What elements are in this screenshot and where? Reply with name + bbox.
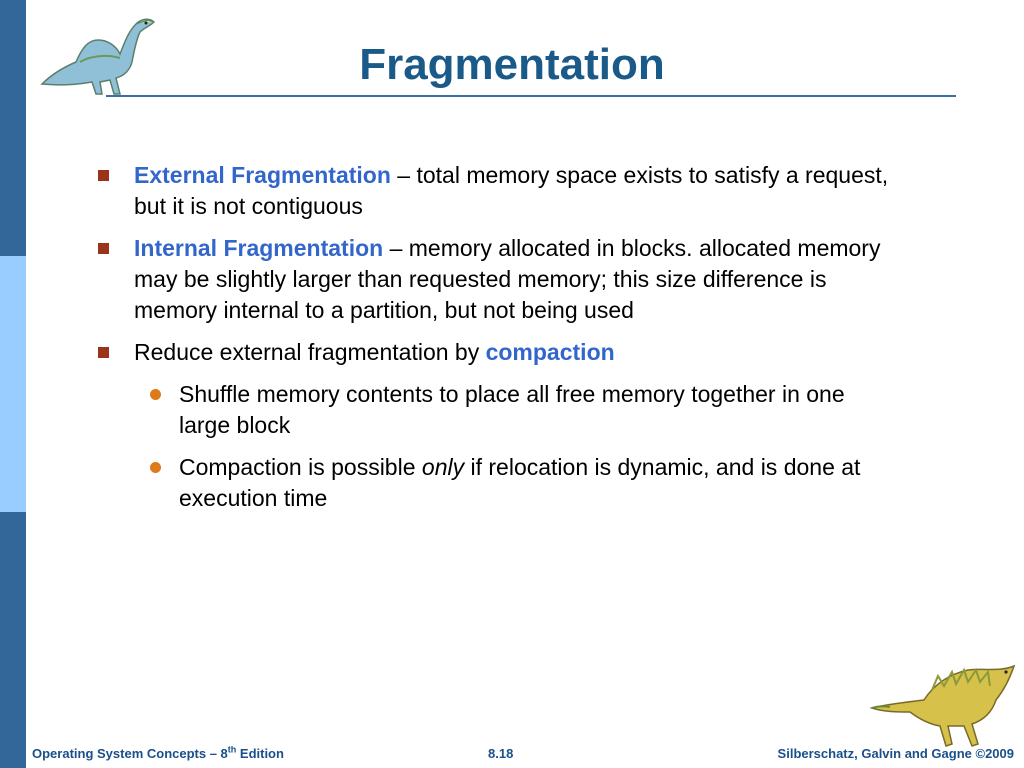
footer-page-number: 8.18 — [488, 746, 514, 761]
bullet-internal-fragmentation — [96, 233, 896, 326]
slide-title: Fragmentation — [359, 40, 665, 89]
side-band-bottom — [0, 512, 26, 768]
square-bullet-icon — [98, 170, 109, 181]
bullet-text: – memory allocated in blocks. allocated memory may be slightly larger than requested memory; this size difference is memory internal to a partition, but not being used — [134, 235, 881, 323]
footer-book-title — [32, 745, 284, 763]
bullet-text: – total memory space exists to satisfy a request, but it is not contiguous — [134, 162, 889, 219]
square-bullet-icon — [98, 243, 109, 254]
sub-bullet-text: Shuffle memory contents to place all free memory together in one large block — [179, 381, 845, 438]
bullet-external-fragmentation — [96, 160, 896, 222]
footer-book-title-sup: th — [227, 744, 237, 755]
term-internal-fragmentation: Internal Fragmentation — [134, 235, 384, 261]
sub-bullet-text-post: if relocation is dynamic, and is done at execution time — [179, 454, 861, 511]
slide-content — [96, 160, 896, 525]
title-underline — [106, 95, 956, 97]
sub-bullet-compaction-possible — [96, 452, 896, 514]
square-bullet-icon — [98, 347, 109, 358]
footer-copyright: Silberschatz, Galvin and Gagne ©2009 — [777, 746, 1014, 761]
bullet-text: Reduce external fragmentation by — [134, 339, 486, 365]
round-bullet-icon — [150, 462, 161, 473]
dinosaur-icon — [868, 660, 1018, 750]
bullet-reduce-fragmentation — [96, 337, 896, 368]
term-external-fragmentation: External Fragmentation — [134, 162, 391, 188]
term-compaction: compaction — [485, 339, 615, 365]
emphasis-only: only — [421, 454, 465, 480]
footer-book-title-prefix: Operating System Concepts – 8 — [32, 746, 228, 761]
footer-book-title-suffix: Edition — [236, 746, 284, 761]
sub-bullet-shuffle — [96, 379, 896, 441]
sub-bullet-text-pre: Compaction is possible — [179, 454, 422, 480]
side-band-middle — [0, 256, 26, 512]
round-bullet-icon — [150, 389, 161, 400]
